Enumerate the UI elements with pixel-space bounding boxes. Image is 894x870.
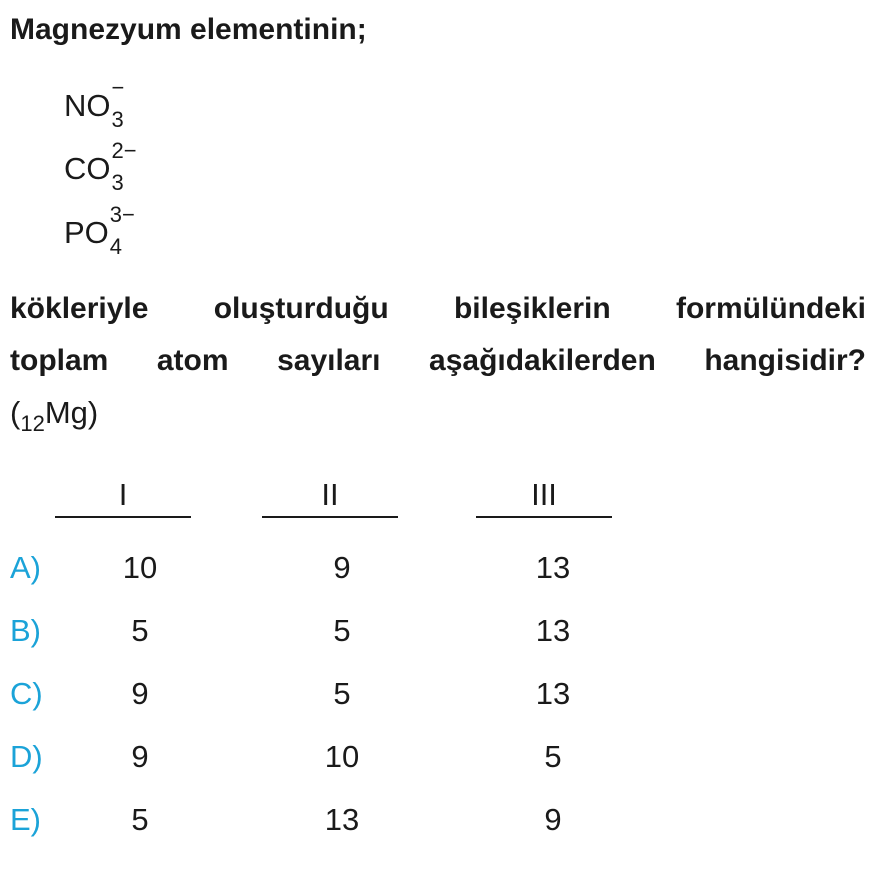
option-value-1: 10 xyxy=(122,550,158,585)
ion-charge: − xyxy=(111,75,125,100)
option-e[interactable] xyxy=(0,795,894,845)
option-letter[interactable]: A) xyxy=(10,550,41,585)
option-d[interactable] xyxy=(0,732,894,782)
option-value-1: 5 xyxy=(131,802,149,837)
option-value-1: 5 xyxy=(131,613,149,648)
ion-subscript: 3 xyxy=(111,107,124,132)
column-header-1: I xyxy=(118,477,128,512)
question-text xyxy=(10,283,866,387)
option-b[interactable] xyxy=(0,606,894,656)
option-value-2: 13 xyxy=(324,802,360,837)
option-value-1: 9 xyxy=(131,676,149,711)
ion-charge: 3− xyxy=(109,202,135,227)
column-underline-1 xyxy=(55,516,191,518)
column-header-3: III xyxy=(531,477,557,512)
paren-close: ) xyxy=(87,395,99,430)
ion-base: PO xyxy=(64,215,109,250)
question-line-2: toplam atom sayıları aşağıdakilerden hangisidir? xyxy=(10,344,866,377)
ion-formula xyxy=(64,202,143,259)
column-underline-2 xyxy=(262,516,398,518)
element-symbol: Mg xyxy=(44,395,88,430)
column-underline-3 xyxy=(476,516,612,518)
option-letter[interactable]: D) xyxy=(10,739,43,774)
ion-base: NO xyxy=(64,88,111,123)
element-note xyxy=(10,393,98,444)
option-value-3: 13 xyxy=(535,550,571,585)
atomic-number: 12 xyxy=(20,411,45,436)
option-value-2: 5 xyxy=(333,676,351,711)
option-value-2: 9 xyxy=(333,550,351,585)
ion-base: CO xyxy=(64,151,111,186)
option-value-2: 5 xyxy=(333,613,351,648)
ion-item-3 xyxy=(0,202,135,259)
ion-subscript: 4 xyxy=(109,234,123,259)
option-a[interactable] xyxy=(0,543,894,593)
column-header-2: II xyxy=(321,477,339,512)
option-value-1: 9 xyxy=(131,739,149,774)
question-title: Magnezyum elementinin; xyxy=(10,13,367,46)
ion-item-2 xyxy=(0,138,137,195)
question-line-1: kökleriyle oluşturduğu bileşiklerin formülündeki xyxy=(10,292,866,325)
paren-open: ( xyxy=(10,395,21,430)
option-value-3: 9 xyxy=(544,802,562,837)
ion-charge: 2− xyxy=(111,138,137,163)
option-value-3: 13 xyxy=(535,676,571,711)
option-value-3: 13 xyxy=(535,613,571,648)
ion-formula xyxy=(64,138,145,195)
option-value-2: 10 xyxy=(324,739,360,774)
ion-subscript: 3 xyxy=(111,170,124,195)
option-letter[interactable]: C) xyxy=(10,676,43,711)
option-letter[interactable]: E) xyxy=(10,802,41,837)
ion-item-1 xyxy=(0,75,125,132)
ion-formula xyxy=(64,75,145,132)
option-c[interactable] xyxy=(0,669,894,719)
option-letter[interactable]: B) xyxy=(10,613,41,648)
option-value-3: 5 xyxy=(544,739,562,774)
